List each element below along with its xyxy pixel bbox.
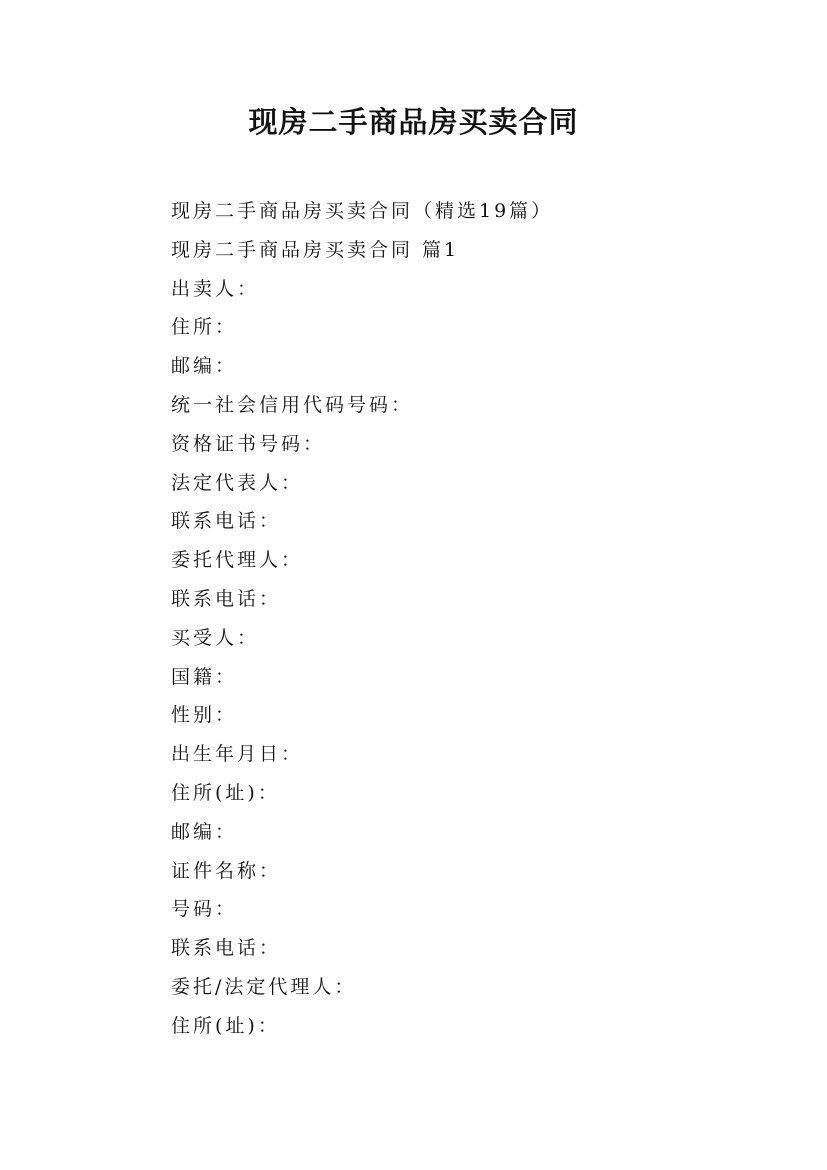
field-nationality: 国籍： — [171, 665, 238, 688]
field-id-number: 号码： — [171, 898, 238, 921]
field-legal-representative: 法定代表人： — [171, 471, 304, 494]
field-credit-code: 统一社会信用代码号码： — [171, 393, 414, 416]
field-seller: 出卖人： — [171, 277, 260, 300]
field-id-type: 证件名称： — [171, 859, 282, 882]
field-qualification-number: 资格证书号码： — [171, 432, 326, 455]
field-birth-date: 出生年月日： — [171, 743, 304, 766]
field-buyer-agent-address: 住所(址)： — [171, 1014, 280, 1037]
field-buyer-postcode: 邮编： — [171, 820, 238, 843]
section-heading: 现房二手商品房买卖合同 篇1 — [171, 238, 460, 261]
field-buyer-agent: 委托/法定代理人： — [171, 975, 357, 998]
field-seller-address: 住所： — [171, 316, 238, 339]
document-body — [171, 192, 771, 1046]
field-gender: 性别： — [171, 704, 238, 727]
field-seller-phone: 联系电话： — [171, 510, 282, 533]
field-seller-postcode: 邮编： — [171, 355, 238, 378]
subtitle-line: 现房二手商品房买卖合同（精选19篇） — [171, 200, 554, 222]
field-buyer: 买受人： — [171, 626, 260, 649]
field-seller-agent-phone: 联系电话： — [171, 587, 282, 610]
field-seller-agent: 委托代理人： — [171, 549, 304, 572]
field-buyer-address: 住所(址)： — [171, 781, 280, 804]
document-title: 现房二手商品房买卖合同 — [248, 105, 579, 139]
field-buyer-phone: 联系电话： — [171, 937, 282, 960]
